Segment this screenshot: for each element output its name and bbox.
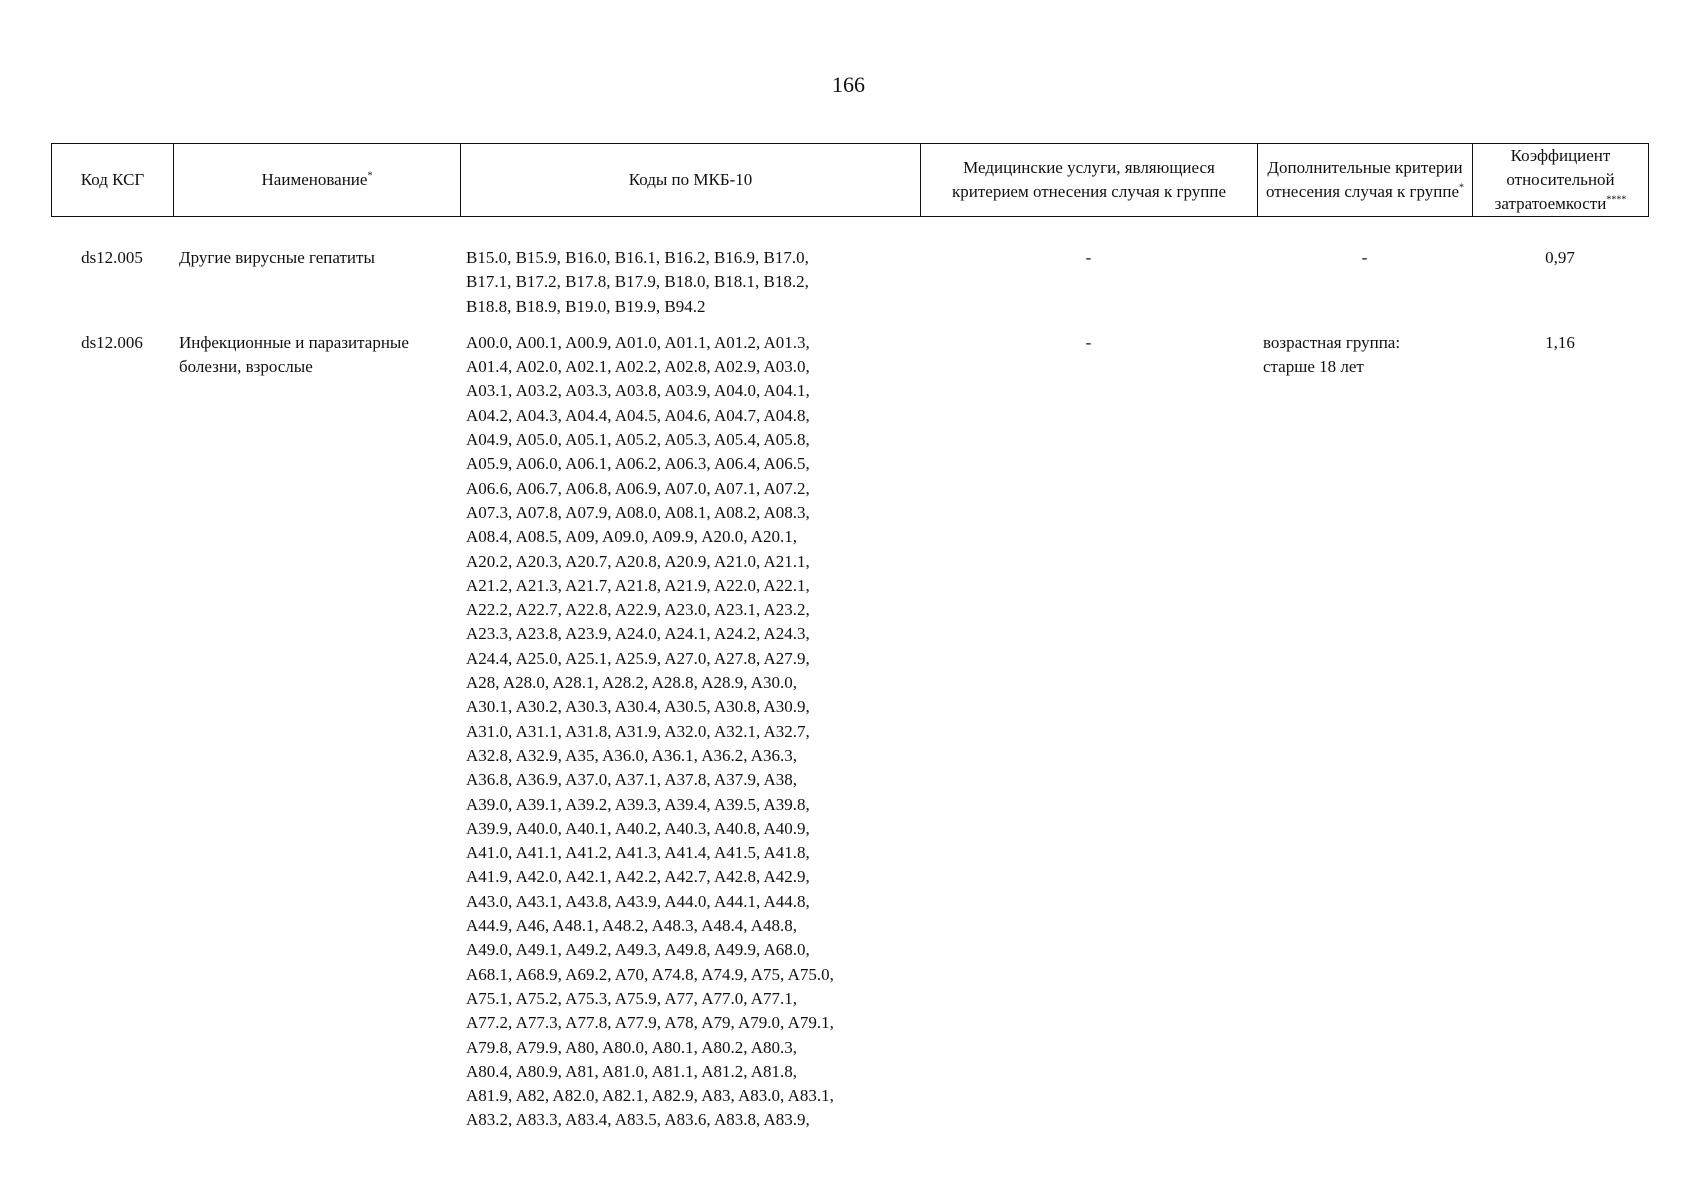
icd-line: A83.2, A83.3, A83.4, A83.5, A83.6, A83.8, A83.9,	[466, 1110, 810, 1130]
icd-codes	[460, 246, 920, 319]
icd-line: A28, A28.0, A28.1, A28.2, A28.8, A28.9, A30.0,	[466, 673, 798, 693]
additional-criteria: -	[1361, 248, 1368, 267]
header-coefficient: Коэффициент относительной затратоемкости****	[1473, 144, 1649, 217]
icd-line: A08.4, A08.5, A09, A09.0, A09.9, A20.0, A20.1,	[466, 527, 798, 547]
icd-line: A05.9, A06.0, A06.1, A06.2, A06.3, A06.4, A06.5,	[466, 454, 810, 474]
icd-line: A79.8, A79.9, A80, A80.0, A80.1, A80.2, A80.3,	[466, 1037, 798, 1057]
icd-line: A03.1, A03.2, A03.3, A03.8, A03.9, A04.0, A04.1,	[466, 381, 810, 401]
icd-line: A04.2, A04.3, A04.4, A04.5, A04.6, A04.7, A04.8,	[466, 405, 810, 425]
icd-line: A68.1, A68.9, A69.2, A70, A74.8, A74.9, A75, A75.0,	[466, 964, 834, 984]
ksg-name: Другие вирусные гепатиты	[179, 248, 375, 267]
header-criteria-footnote: *	[1459, 182, 1465, 194]
medical-services: -	[1085, 332, 1092, 352]
icd-codes	[460, 331, 920, 1133]
criteria-line: возрастная группа:	[1263, 332, 1401, 352]
icd-line: A20.2, A20.3, A20.7, A20.8, A20.9, A21.0, A21.1,	[466, 551, 810, 571]
icd-line: A30.1, A30.2, A30.3, A30.4, A30.5, A30.8, A30.9,	[466, 697, 810, 717]
table-header	[51, 143, 1649, 217]
table-row	[51, 246, 1648, 319]
icd-line: A43.0, A43.1, A43.8, A43.9, A44.0, A44.1, A44.8,	[466, 891, 810, 911]
icd-line: A41.9, A42.0, A42.1, A42.2, A42.7, A42.8, A42.9,	[466, 867, 810, 887]
icd-line: A41.0, A41.1, A41.2, A41.3, A41.4, A41.5, A41.8,	[466, 843, 810, 863]
icd-line: A00.0, A00.1, A00.9, A01.0, A01.1, A01.2, A01.3,	[466, 332, 810, 352]
icd-line: B18.8, B18.9, B19.0, B19.9, B94.2	[466, 296, 706, 316]
icd-line: A23.3, A23.8, A23.9, A24.0, A24.1, A24.2, A24.3,	[466, 624, 810, 644]
icd-line: B17.1, B17.2, B17.8, B17.9, B18.0, B18.1, B18.2,	[466, 272, 809, 292]
header-code: Код КСГ	[52, 144, 174, 217]
table-row	[51, 331, 1648, 1133]
header-name: Наименование*	[174, 144, 461, 217]
header-icd-codes: Коды по МКБ-10	[461, 144, 921, 217]
icd-line: A36.8, A36.9, A37.0, A37.1, A37.8, A37.9, A38,	[466, 770, 798, 790]
icd-line: B15.0, B15.9, B16.0, B16.1, B16.2, B16.9, B17.0,	[466, 248, 809, 267]
icd-line: A49.0, A49.1, A49.2, A49.3, A49.8, A49.9, A68.0,	[466, 940, 810, 960]
icd-line: A75.1, A75.2, A75.3, A75.9, A77, A77.0, A77.1,	[466, 988, 798, 1008]
icd-line: A24.4, A25.0, A25.1, A25.9, A27.0, A27.8, A27.9,	[466, 648, 810, 668]
icd-line: A06.6, A06.7, A06.8, A06.9, A07.0, A07.1, A07.2,	[466, 478, 810, 498]
icd-line: A21.2, A21.3, A21.7, A21.8, A21.9, A22.0, A22.1,	[466, 575, 810, 595]
coefficient: 0,97	[1545, 248, 1575, 267]
header-medical-services: Медицинские услуги, являющиеся критерием отнесения случая к группе	[921, 144, 1258, 217]
icd-line: A01.4, A02.0, A02.1, A02.2, A02.8, A02.9, A03.0,	[466, 357, 810, 377]
icd-line: A32.8, A32.9, A35, A36.0, A36.1, A36.2, A36.3,	[466, 745, 798, 765]
icd-line: A80.4, A80.9, A81, A81.0, A81.1, A81.2, A81.8,	[466, 1061, 798, 1081]
icd-line: A39.9, A40.0, A40.1, A40.2, A40.3, A40.8, A40.9,	[466, 818, 810, 838]
icd-line: A31.0, A31.1, A31.8, A31.9, A32.0, A32.1, A32.7,	[466, 721, 810, 741]
icd-line: A07.3, A07.8, A07.9, A08.0, A08.1, A08.2, A08.3,	[466, 502, 810, 522]
table-body	[51, 246, 1648, 1133]
ksg-code: ds12.005	[81, 248, 143, 267]
icd-line: A77.2, A77.3, A77.8, A77.9, A78, A79, A79.0, A79.1,	[466, 1013, 834, 1033]
icd-line: A44.9, A46, A48.1, A48.2, A48.3, A48.4, A48.8,	[466, 916, 798, 936]
page-number: 166	[832, 72, 865, 97]
icd-line: A04.9, A05.0, A05.1, A05.2, A05.3, A05.4, A05.8,	[466, 430, 810, 450]
ksg-name: Инфекционные и паразитарные болезни, взрослые	[179, 332, 409, 377]
header-coef-footnote: ****	[1606, 194, 1627, 206]
header-name-footnote: *	[367, 170, 373, 182]
additional-criteria	[1257, 331, 1472, 1133]
header-additional-criteria: Дополнительные критерии отнесения случая к группе*	[1258, 144, 1473, 217]
icd-line: A81.9, A82, A82.0, A82.1, A82.9, A83, A83.0, A83.1,	[466, 1086, 834, 1106]
coefficient: 1,16	[1545, 332, 1575, 352]
ksg-code: ds12.006	[81, 332, 143, 352]
criteria-line: старше 18 лет	[1263, 357, 1364, 377]
medical-services: -	[1085, 248, 1092, 267]
icd-line: A22.2, A22.7, A22.8, A22.9, A23.0, A23.1, A23.2,	[466, 600, 810, 620]
icd-line: A39.0, A39.1, A39.2, A39.3, A39.4, A39.5, A39.8,	[466, 794, 810, 814]
